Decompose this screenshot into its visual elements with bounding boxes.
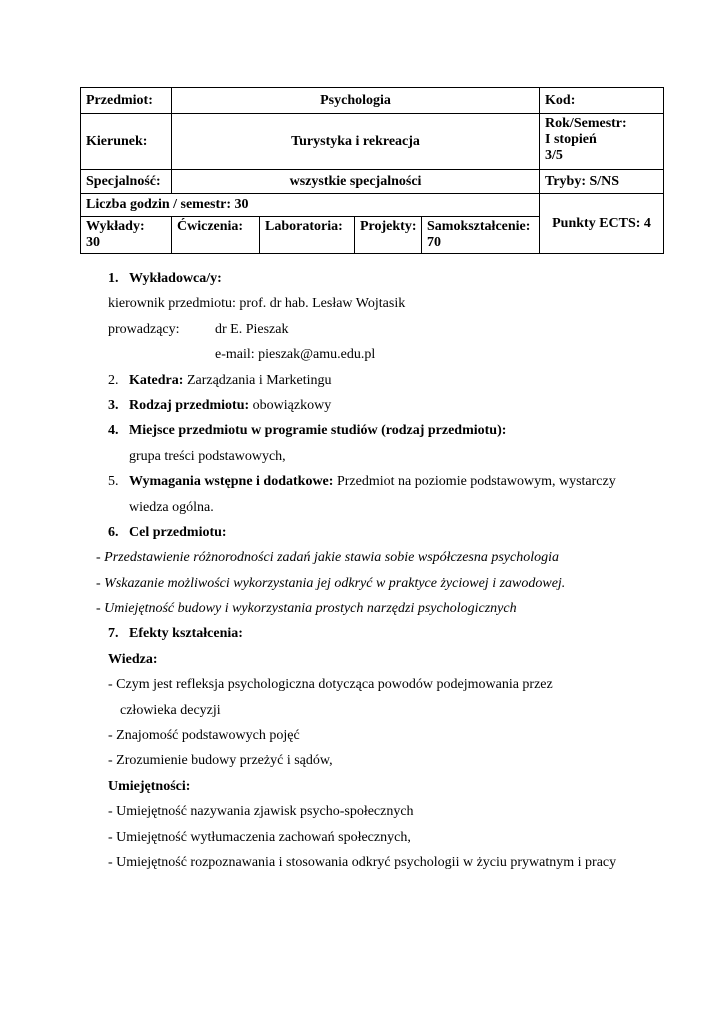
specjalnosc-value: wszystkie specjalności [172,170,540,194]
section-4-value: grupa treści podstawowych, [129,448,286,464]
course-description [96,266,660,875]
section-5-value-line1: Przedmiot na poziomie podstawowym, wystarczy [333,474,616,490]
section-5-number: 5. [108,474,119,490]
section-1-number: 1. [108,271,119,286]
section-3-value: obowiązkowy [249,397,332,413]
wiedza-item: - Znajomość podstawowych pojęć [108,728,300,744]
wyklady-value: 30 [86,235,100,250]
punkty-ects: Punkty ECTS: 4 [540,194,664,254]
section-4-title: Miejsce przedmiotu w programie studiów (rodzaj przedmiotu): [129,423,507,439]
section-4-heading [100,418,660,443]
section-6-title: Cel przedmiotu: [129,524,227,540]
section-2 [100,368,660,393]
kod-label: Kod: [540,88,664,114]
section-5-title: Wymagania wstępne i dodatkowe: [129,474,334,490]
wiedza-title: Wiedza: [108,651,158,667]
section-2-title: Katedra: [129,372,184,388]
tryby-value: Tryby: S/NS [540,170,664,194]
wiedza-item: - Czym jest refleksja psychologiczna dotycząca powodów podejmowania przez [108,677,553,693]
section-1-heading [100,266,660,291]
section-4-number: 4. [108,423,119,439]
umiejetnosci-title: Umiejętności: [108,778,191,794]
section-7-title: Efekty kształcenia: [129,626,243,642]
prowadzacy-label: prowadzący: [108,321,180,337]
projekty-label: Projekty: [355,217,422,254]
wiedza-item: - Zrozumienie budowy przeżyć i sądów, [108,753,333,769]
kierownik-line: kierownik przedmiotu: prof. dr hab. Lesław Wojtasik [108,296,406,312]
wyklady-cell [81,217,172,254]
laboratoria-label: Laboratoria: [260,217,355,254]
section-7-number: 7. [108,626,119,642]
wiedza-item: człowieka decyzji [120,702,221,718]
liczba-godzin: Liczba godzin / semestr: 30 [81,194,540,217]
section-1-title: Wykładowca/y: [129,271,222,286]
section-3-number: 3. [108,397,119,413]
section-5-value-line2: wiedza ogólna. [129,499,214,515]
prowadzacy-line [100,317,660,342]
przedmiot-label: Przedmiot: [81,88,172,114]
section-6-heading [100,520,660,545]
umiejetnosci-item: - Umiejętność rozpoznawania i stosowania odkryć psychologii w życiu prywatnym i pracy [108,854,617,870]
rok-semestr-cell [540,114,664,170]
email-value: e-mail: pieszak@amu.edu.pl [215,347,376,363]
przedmiot-value: Psychologia [172,88,540,114]
section-7-heading [100,621,660,646]
kierunek-value: Turystyka i rekreacja [172,114,540,170]
samoksztalcenie-cell [422,217,540,254]
rok-semestr-value: 3/5 [545,148,563,163]
cel-item: - Wskazanie możliwości wykorzystania jej odkryć w praktyce życiowej i zawodowej. [96,575,566,591]
stopien-value: I stopień [545,132,597,147]
umiejetnosci-item: - Umiejętność nazywania zjawisk psycho-społecznych [108,804,414,820]
course-header-table [80,87,664,254]
umiejetnosci-item: - Umiejętność wytłumaczenia zachowań społecznych, [108,829,411,845]
cwiczenia-label: Ćwiczenia: [172,217,260,254]
samoksztalcenie-value: 70 [427,235,441,250]
prowadzacy-value: dr E. Pieszak [215,321,289,337]
kierunek-label: Kierunek: [81,114,172,170]
section-5 [100,469,660,494]
email-line [100,342,660,367]
section-6-number: 6. [108,524,119,540]
cel-item: - Umiejętność budowy i wykorzystania prostych narzędzi psychologicznych [96,601,517,617]
section-3-title: Rodzaj przedmiotu: [129,397,250,413]
wyklady-label: Wykłady: [86,219,145,234]
section-3 [100,393,660,418]
section-2-value: Zarządzania i Marketingu [183,372,332,388]
section-2-number: 2. [108,372,119,388]
cel-item: - Przedstawienie różnorodności zadań jakie stawia sobie współczesna psychologia [96,550,560,566]
samoksztalcenie-label: Samokształcenie: [427,219,531,234]
rok-semestr-label: Rok/Semestr: [545,116,627,131]
specjalnosc-label: Specjalność: [81,170,172,194]
